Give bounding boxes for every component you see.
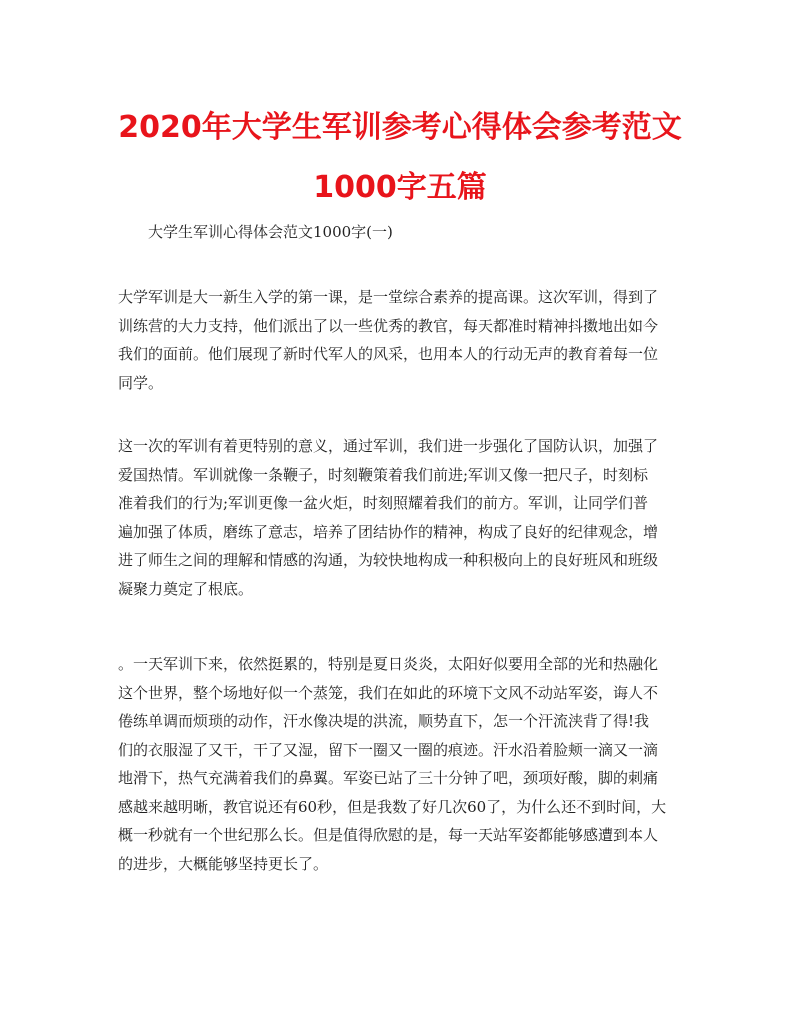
paragraph-line: 同学。	[118, 373, 164, 392]
document-title-line-1: 2020年大学生军训参考心得体会参考范文	[118, 110, 682, 145]
paragraph-1	[118, 283, 686, 397]
paragraph-line: 这个世界，整个场地好似一个蒸笼，我们在如此的环境下文风不动站军姿，诲人不	[118, 683, 659, 702]
paragraph-line: 倦练单调而烦琐的动作，汗水像决堤的洪流，顺势直下，怎一个汗流浃背了得!我	[118, 712, 650, 730]
paragraph-2	[118, 432, 686, 603]
section-heading: 大学生军训心得体会范文1000字(一)	[148, 223, 393, 241]
paragraph-line: 们的衣服湿了又干，干了又湿，留下一圈又一圈的痕迹。汗水沿着脸颊一滴又一滴	[118, 740, 659, 759]
paragraph-line: 准着我们的行为;军训更像一盆火炬，时刻照耀着我们的前方。军训，让同学们普	[118, 494, 649, 512]
paragraph-line: 大学军训是大一新生入学的第一课，是一堂综合素养的提高课。这次军训，得到了	[118, 288, 659, 306]
paragraph-line: 我们的面前。他们展现了新时代军人的风采，也用本人的行动无声的教育着每一位	[118, 345, 659, 363]
paragraph-line: 的进步，大概能够坚持更长了。	[118, 854, 329, 873]
document-title-line-2: 1000字五篇	[313, 170, 487, 205]
paragraph-3	[118, 650, 686, 878]
paragraph-line: 这一次的军训有着更特别的意义，通过军训，我们进一步强化了国防认识，加强了	[118, 437, 659, 455]
paragraph-line: 爱国热情。军训就像一条鞭子，时刻鞭策着我们前进;军训又像一把尺子，时刻标	[118, 465, 649, 484]
paragraph-line: 遍加强了体质，磨练了意志，培养了团结协作的精神，构成了良好的纪律观念，增	[118, 522, 659, 541]
paragraph-line: 概一秒就有一个世纪那么长。但是值得欣慰的是，每一天站军姿都能够感遭到本人	[118, 826, 659, 844]
paragraph-line: 感越来越明晰，教官说还有60秒，但是我数了好几次60了，为什么还不到时间，大	[118, 797, 667, 816]
paragraph-line: 。一天军训下来，依然挺累的，特别是夏日炎炎，太阳好似要用全部的光和热融化	[118, 655, 659, 673]
paragraph-line: 地滑下，热气充满着我们的鼻翼。军姿已站了三十分钟了吧，颈项好酸，脚的刺痛	[118, 769, 659, 787]
paragraph-line: 训练营的大力支持，他们派出了以一些优秀的教官，每天都准时精神抖擞地出如今	[118, 316, 659, 335]
paragraph-line: 凝聚力奠定了根底。	[118, 579, 254, 598]
paragraph-line: 进了师生之间的理解和情感的沟通，为较快地构成一种积极向上的良好班风和班级	[118, 551, 659, 569]
